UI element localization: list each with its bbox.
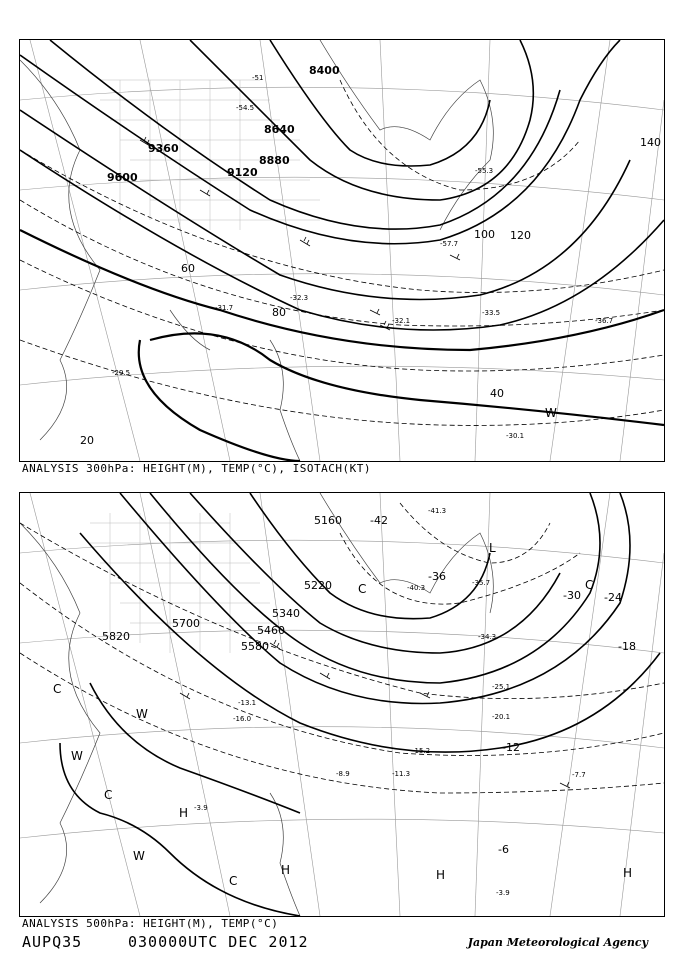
map-500hpa-svg — [20, 493, 664, 916]
temp-contour-label: -30 — [563, 589, 581, 602]
isotach-label: 60 — [181, 262, 195, 275]
temp-contour-label: -36 — [428, 570, 446, 583]
station-value: -3.9 — [496, 889, 510, 897]
height-label: 5340 — [272, 607, 300, 620]
station-value: -3.9 — [194, 804, 208, 812]
pressure-center-marker: L — [489, 541, 496, 555]
station-value: -41.3 — [428, 507, 447, 515]
isotach-label: 100 — [474, 228, 495, 241]
temp-contour-label: -12 — [502, 741, 520, 754]
panel-300-caption: ANALYSIS 300hPa: HEIGHT(M), TEMP(°C), ISOTACH(KT) — [22, 462, 372, 475]
graticule — [20, 493, 664, 916]
temp-contour-label: -42 — [370, 514, 388, 527]
height-contours-south — [60, 683, 300, 916]
height-label: 5820 — [102, 630, 130, 643]
map-300hpa-svg — [20, 40, 664, 461]
pressure-center-marker: C — [53, 682, 62, 696]
height-label: 9360 — [148, 142, 179, 155]
pressure-center-marker: C — [229, 874, 238, 888]
station-value: -25.1 — [492, 683, 511, 691]
temp-value: -33.5 — [482, 309, 501, 317]
temperature-isolines — [20, 503, 664, 793]
temp-contour-label: -18 — [618, 640, 636, 653]
coastlines — [20, 493, 493, 916]
temp-value: -29.5 — [112, 369, 131, 377]
station-value: -7.7 — [572, 771, 586, 779]
temp-contour-label: -6 — [498, 843, 509, 856]
isotach-label: 80 — [272, 306, 286, 319]
station-value: -16.0 — [233, 715, 252, 723]
graticule — [20, 40, 664, 461]
isotach-label: 40 — [490, 387, 504, 400]
pressure-center-marker: H — [623, 866, 633, 880]
temp-value: -32.1 — [392, 317, 411, 325]
temp-value: -55.3 — [475, 167, 494, 175]
height-label: 8400 — [309, 64, 340, 77]
station-value: -15.2 — [412, 747, 431, 755]
height-label: 9600 — [107, 171, 138, 184]
pressure-center-marker: H — [436, 868, 446, 882]
wind-barbs — [180, 640, 570, 788]
station-value: -34.3 — [478, 633, 497, 641]
map-panel-300hpa — [19, 39, 665, 462]
temp-contour-label: -24 — [604, 591, 622, 604]
pressure-center-marker: H — [281, 863, 291, 877]
pressure-center-marker: C — [104, 788, 113, 802]
station-value: -40.3 — [407, 584, 426, 592]
height-label: 5220 — [304, 579, 332, 592]
height-label: 5460 — [257, 624, 285, 637]
station-value: -8.9 — [336, 770, 350, 778]
agency-credit: Japan Meteorological Agency — [467, 936, 648, 949]
height-contours — [80, 493, 660, 752]
isotach-label: 120 — [510, 229, 531, 242]
temp-value: -30.1 — [506, 432, 525, 440]
isotach-label: 20 — [80, 434, 94, 447]
pressure-center-marker: W — [136, 707, 148, 721]
panel-500-caption: ANALYSIS 500hPa: HEIGHT(M), TEMP(°C) — [22, 917, 279, 930]
isotachs — [20, 230, 664, 461]
temp-value: -32.3 — [290, 294, 309, 302]
pressure-center-marker: H — [179, 806, 189, 820]
station-value: -11.3 — [392, 770, 411, 778]
height-label: 8880 — [259, 154, 290, 167]
temp-value: -31.7 — [215, 304, 234, 312]
coastlines — [20, 40, 493, 461]
isotach-label: 140 — [640, 136, 661, 149]
height-label: 5700 — [172, 617, 200, 630]
temp-value: -54.5 — [236, 104, 255, 112]
temp-value: -51 — [252, 74, 264, 82]
pressure-center-marker: W — [71, 749, 83, 763]
pressure-center-marker: C — [358, 582, 367, 596]
station-value: -13.1 — [238, 699, 257, 707]
valid-time: 030000UTC DEC 2012 — [128, 933, 309, 951]
height-label: 9120 — [227, 166, 258, 179]
product-id: AUPQ35 — [22, 933, 83, 951]
height-label: 5160 — [314, 514, 342, 527]
station-value: -20.1 — [492, 713, 511, 721]
map-panel-500hpa — [19, 492, 665, 917]
height-label: 8640 — [264, 123, 295, 136]
temp-value: -57.7 — [440, 240, 459, 248]
height-label: 5580 — [241, 640, 269, 653]
station-value: -35.7 — [472, 579, 491, 587]
pressure-center-marker: W — [133, 849, 145, 863]
temp-value: -36.7 — [595, 317, 614, 325]
pressure-center-marker: W — [545, 406, 557, 420]
pressure-center-marker: C — [585, 578, 594, 592]
